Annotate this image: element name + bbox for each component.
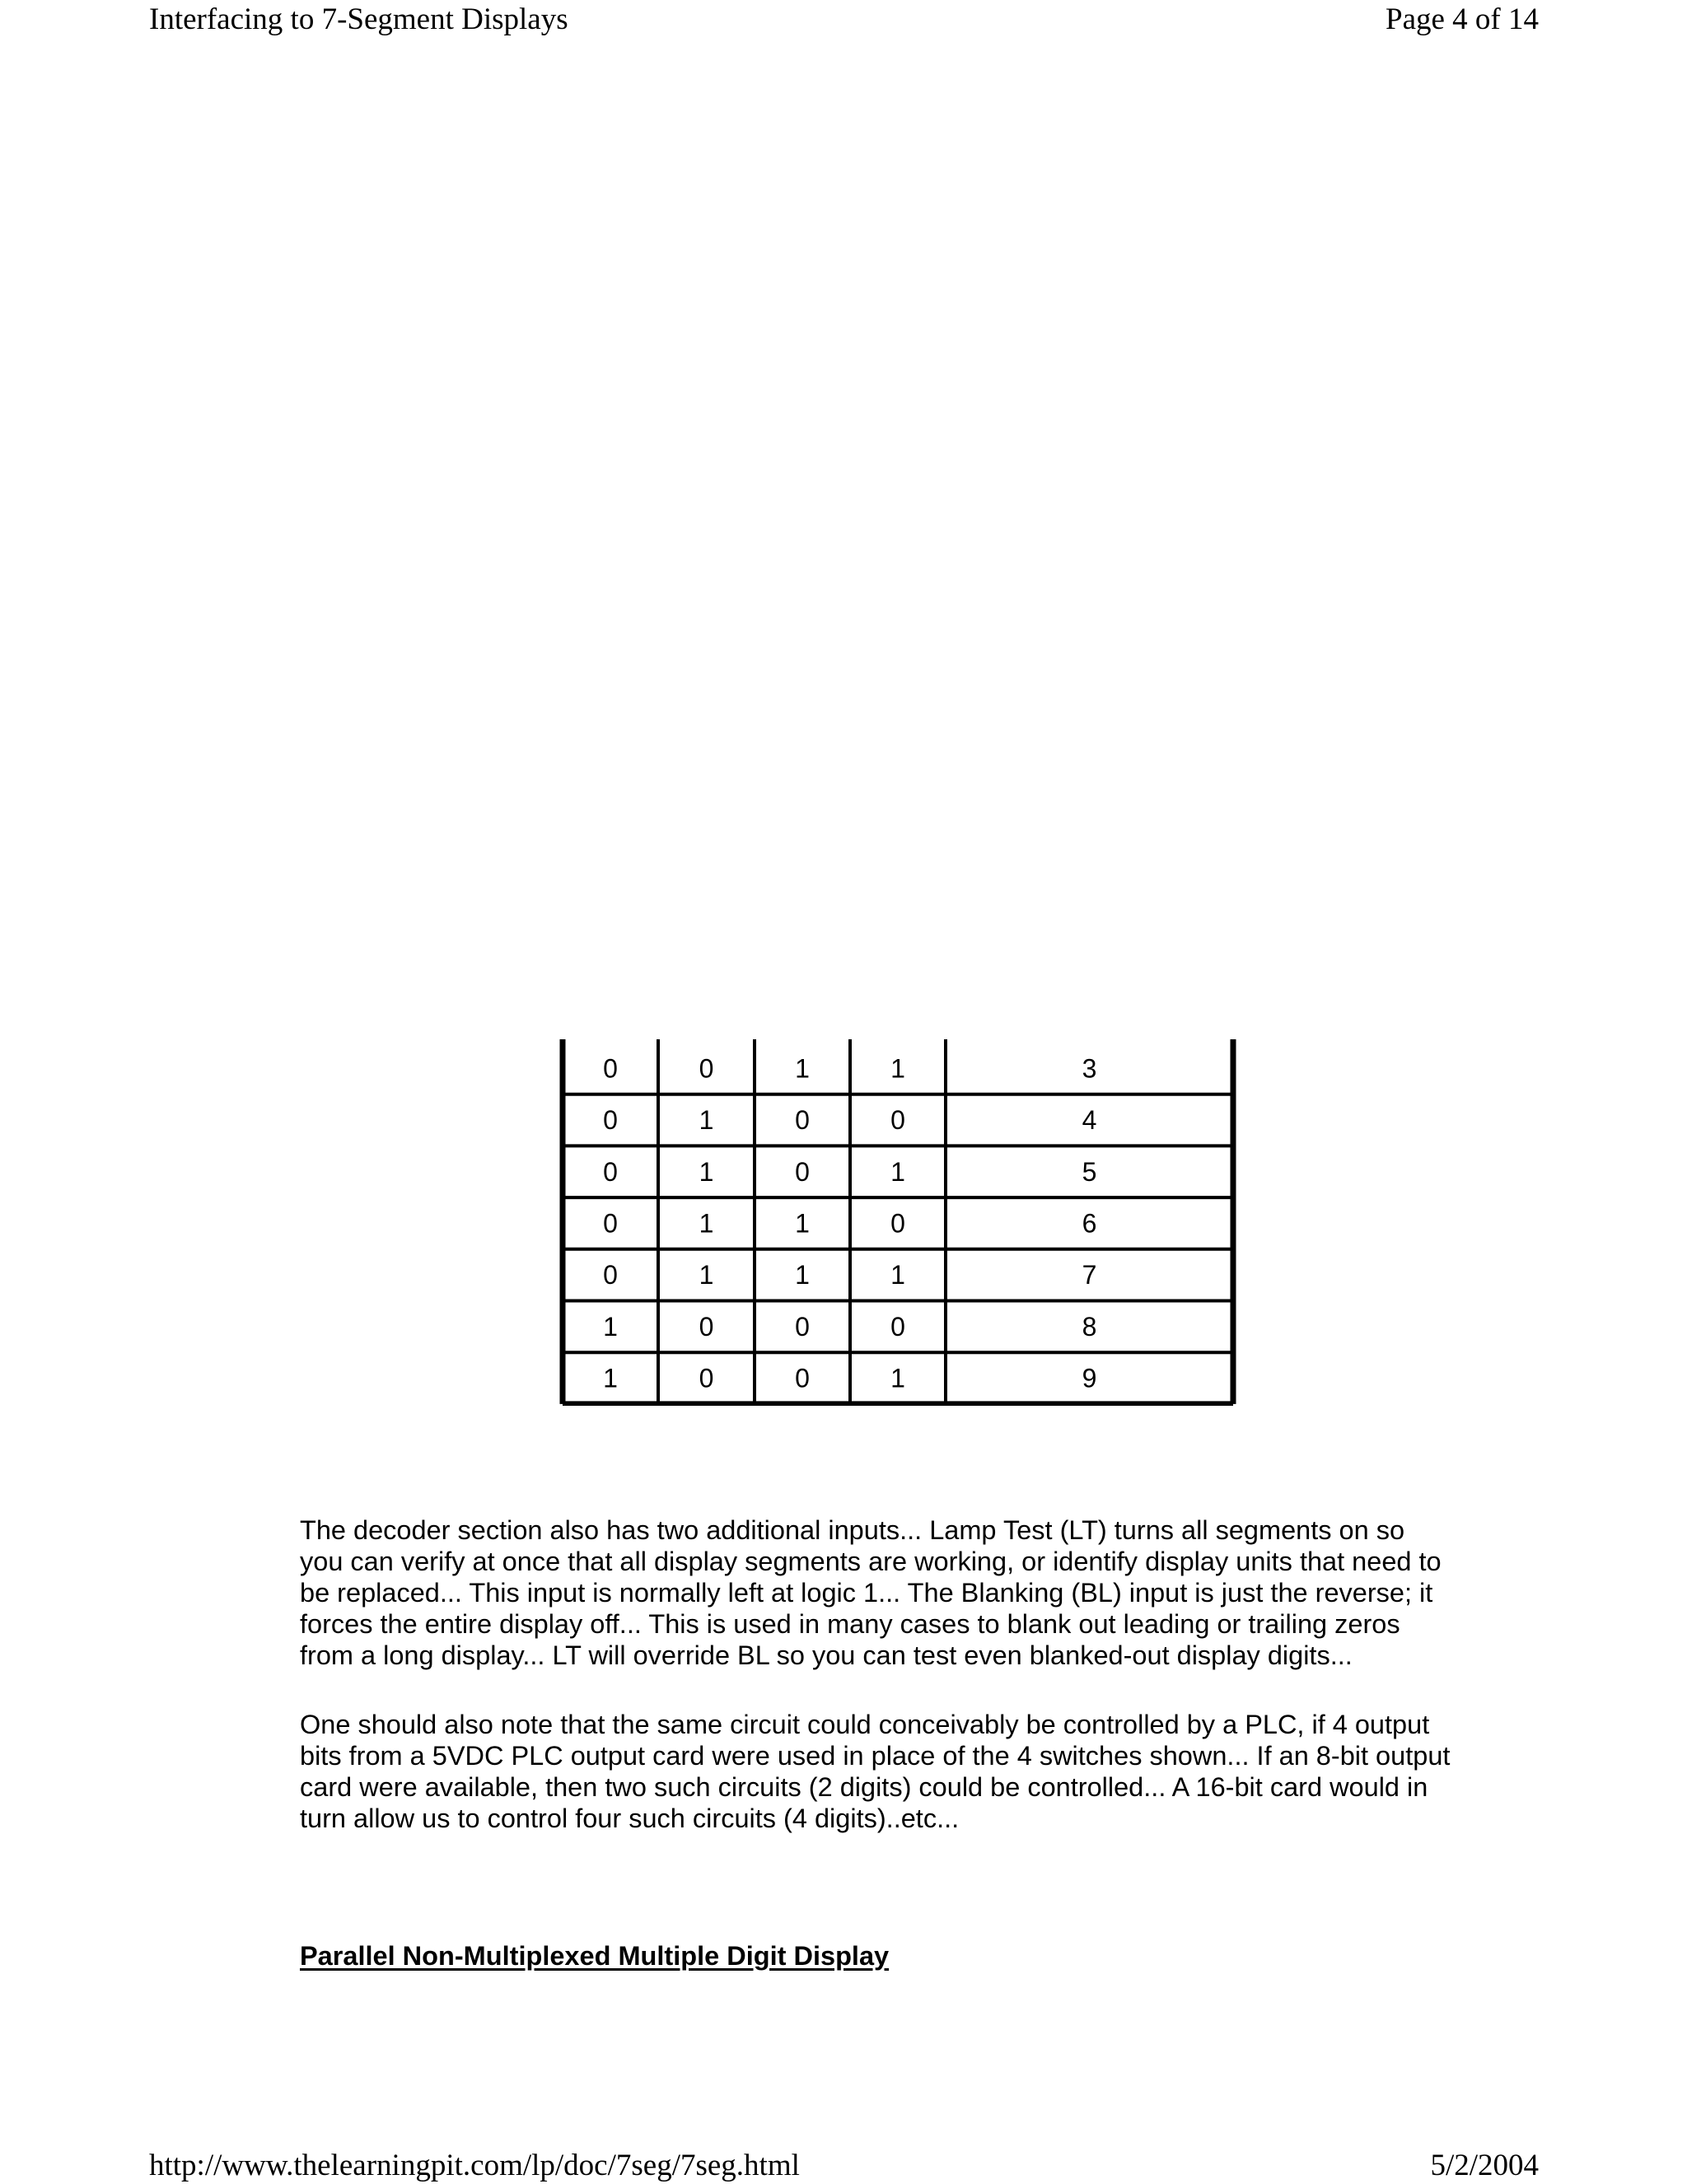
bcd-bit-cell: 1 (890, 1260, 905, 1290)
decimal-digit-cell: 4 (1082, 1105, 1097, 1136)
bcd-truth-table-grid (559, 1039, 1236, 1406)
plc-control-paragraph: One should also note that the same circuit could conceivably be controlled by a PLC, if 4 output bits from a 5VDC PLC output card were used in place of the 4 switches shown... If an 8-bit output card were available, then two such circuits (2 digits) could be controlled... A 16-bit card would in turn allow us to control four such circuits (4 digits)..etc... (300, 1710, 1451, 1833)
bcd-bit-cell: 1 (699, 1208, 714, 1239)
bcd-bit-cell: 1 (890, 1156, 905, 1187)
decimal-digit-cell: 6 (1082, 1208, 1097, 1239)
bcd-bit-cell: 1 (699, 1105, 714, 1136)
bcd-bit-cell: 0 (890, 1311, 905, 1342)
bcd-bit-cell: 0 (603, 1053, 618, 1084)
bcd-bit-cell: 0 (603, 1260, 618, 1290)
bcd-bit-cell: 0 (795, 1363, 810, 1393)
bcd-bit-cell: 1 (795, 1208, 810, 1239)
page-footer-url: http://www.thelearningpit.com/lp/doc/7seg/7seg.html (149, 2149, 800, 2182)
bcd-bit-cell: 1 (890, 1053, 905, 1084)
bcd-bit-cell: 0 (603, 1156, 618, 1187)
decoder-inputs-paragraph: The decoder section also has two additional inputs... Lamp Test (LT) turns all segments on so you can verify at once that all display segments are working, or identify display units that need to be replaced... This input is normally left at logic 1... The Blanking (BL) input is just the reverse; it forces the entire display off... This is used in many cases to blank out leading or trailing zeros from a long display... LT will override BL so you can test even blanked-out display digits... (300, 1515, 1442, 1670)
bcd-bit-cell: 0 (603, 1105, 618, 1136)
bcd-bit-cell: 0 (795, 1105, 810, 1136)
bcd-truth-table (559, 1039, 1236, 1406)
decimal-digit-cell: 9 (1082, 1363, 1097, 1393)
bcd-bit-cell: 0 (890, 1105, 905, 1136)
bcd-bit-cell: 1 (795, 1260, 810, 1290)
bcd-bit-cell: 0 (795, 1156, 810, 1187)
bcd-bit-cell: 1 (699, 1260, 714, 1290)
decimal-digit-cell: 5 (1082, 1156, 1097, 1187)
bcd-bit-cell: 0 (699, 1053, 714, 1084)
bcd-bit-cell: 0 (890, 1208, 905, 1239)
bcd-bit-cell: 1 (890, 1363, 905, 1393)
bcd-bit-cell: 0 (699, 1311, 714, 1342)
bcd-bit-cell: 1 (603, 1311, 618, 1342)
bcd-bit-cell: 0 (603, 1208, 618, 1239)
page-number: Page 4 of 14 (1386, 2, 1539, 36)
bcd-bit-cell: 1 (699, 1156, 714, 1187)
decimal-digit-cell: 8 (1082, 1311, 1097, 1342)
page-footer-date: 5/2/2004 (1430, 2149, 1539, 2182)
bcd-bit-cell: 1 (795, 1053, 810, 1084)
bcd-bit-cell: 1 (603, 1363, 618, 1393)
section-heading: Parallel Non-Multiplexed Multiple Digit Display (300, 1941, 890, 1971)
bcd-bit-cell: 0 (795, 1311, 810, 1342)
decimal-digit-cell: 3 (1082, 1053, 1097, 1084)
bcd-bit-cell: 0 (699, 1363, 714, 1393)
page-header-title: Interfacing to 7-Segment Displays (149, 2, 568, 36)
decimal-digit-cell: 7 (1082, 1260, 1097, 1290)
